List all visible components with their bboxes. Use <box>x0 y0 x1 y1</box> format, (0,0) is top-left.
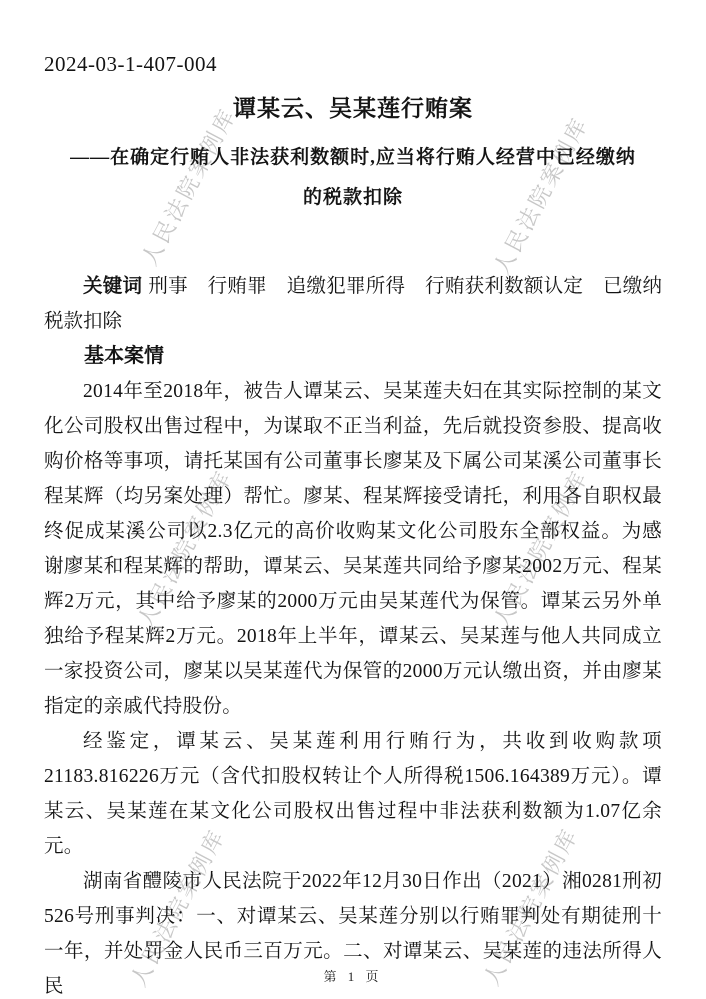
case-subtitle: ——在确定行贿人非法获利数额时,应当将行贿人经营中已经缴纳的税款扣除 <box>70 147 636 208</box>
keywords-text: 刑事 行贿罪 追缴犯罪所得 行贿获利数额认定 已缴纳税款扣除 <box>44 276 662 332</box>
watermark-text: 人民法院案例库 <box>132 465 238 632</box>
keywords-line <box>44 269 662 339</box>
watermark-text: 人民法院案例库 <box>488 112 594 279</box>
doc-number: 2024-03-1-407-004 <box>44 52 217 76</box>
body-paragraph-3: 湖南省醴陵市人民法院于2022年12月30日作出（2021）湘0281刑初526号刑事判决：一、对谭某云、吴某莲分别以行贿罪判处有期徒刑十一年，并处罚金人民币三百万元。二、对谭某云、吴某莲的违法所得人民 <box>44 871 662 997</box>
page-footer: 第 1 页 <box>323 969 383 984</box>
watermark-text: 人民法院案例库 <box>478 823 584 990</box>
keywords-label: 关键词 <box>83 275 143 297</box>
body-paragraph-2: 经鉴定，谭某云、吴某莲利用行贿行为，共收到收购款项21183.816226万元（含代扣股权转让个人所得税1506.164389万元）。谭某云、吴某莲在某文化公司股权出售过程中非法获利数额为1.07亿余元。 <box>44 731 662 857</box>
watermark-text: 人民法院案例库 <box>488 465 594 632</box>
case-title: 谭某云、吴某莲行贿案 <box>233 96 473 121</box>
body-paragraph-1: 2014年至2018年，被告人谭某云、吴某莲夫妇在其实际控制的某文化公司股权出售过程中，为谋取不正当利益，先后就投资参股、提高收购价格等事项，请托某国有公司董事长廖某及下属公司某溪公司董事长程某辉（均另案处理）帮忙。廖某、程某辉接受请托，利用各自职权最终促成某溪公司以2.3亿元的高价收购某文化公司股东全部权益。为感谢廖某和程某辉的帮助，谭某云、吴某莲共同给予廖某2002万元、程某辉2万元，其中给予廖某的2000万元由吴某莲代为保管。谭某云另外单独给予程某辉2万元。2018年上半年，谭某云、吴某莲与他人共同成立一家投资公司，廖某以吴某莲代为保管的2000万元认缴出资，并由廖某指定的亲戚代持股份。 <box>44 381 662 717</box>
watermark-text: 人民法院案例库 <box>136 103 242 270</box>
watermark-text: 人民法院案例库 <box>125 824 231 991</box>
section-heading-basic-facts: 基本案情 <box>84 345 164 367</box>
